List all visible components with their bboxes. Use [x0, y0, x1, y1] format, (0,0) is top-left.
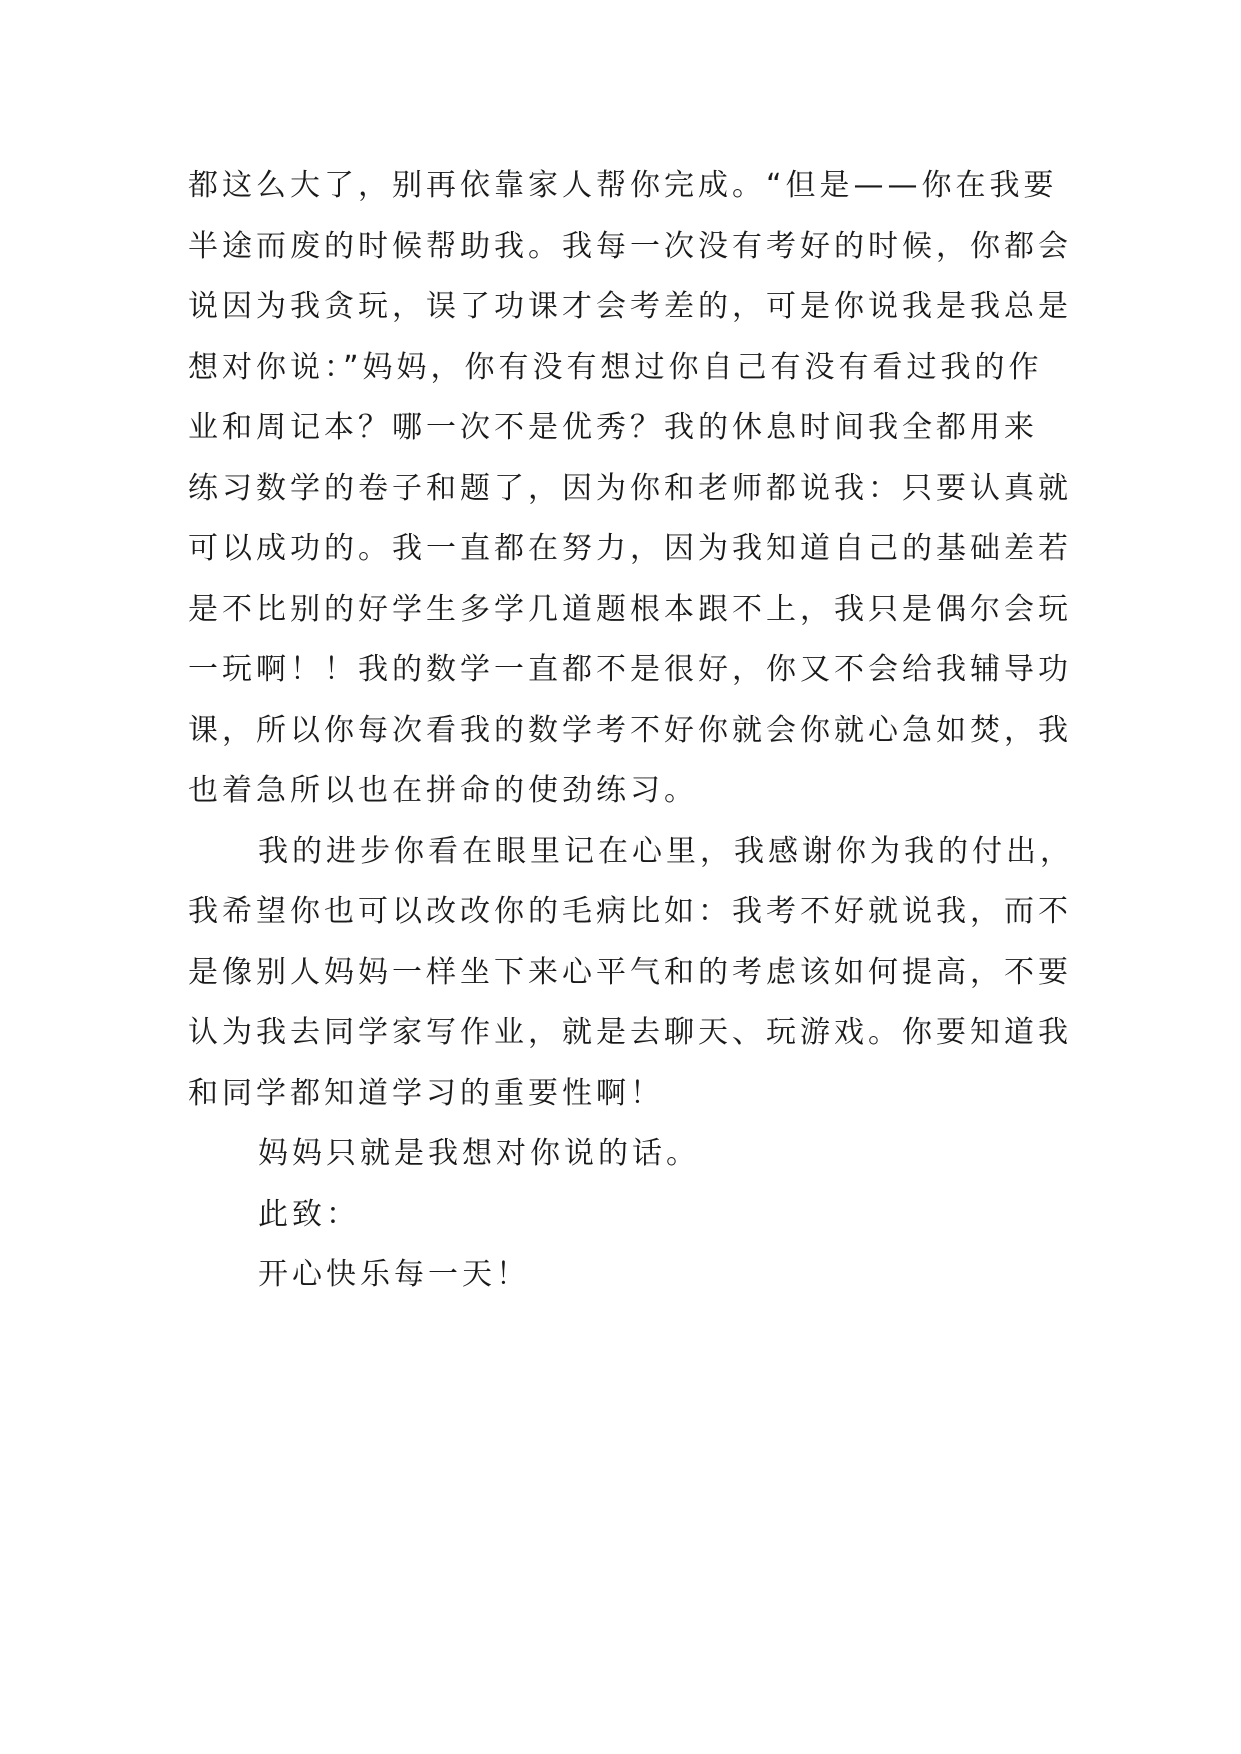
text-line-9: 一玩啊！！我的数学一直都不是很好，你又不会给我辅导功 [188, 652, 1072, 687]
text-line-1: 都这么大了，别再依靠家人帮你完成。“但是——你在我要 [188, 168, 1058, 203]
text-line-10: 课，所以你每次看我的数学考不好你就会你就心急如焚，我 [188, 712, 1072, 748]
text-line-16: 和同学都知道学习的重要性啊！ [188, 1075, 664, 1111]
text-line-2: 半途而废的时候帮助我。我每一次没有考好的时候，你都会 [188, 228, 1072, 264]
text-line-15: 认为我去同学家写作业，就是去聊天、玩游戏。你要知道我 [188, 1015, 1072, 1050]
salutation-cizhi: 此致： [258, 1196, 360, 1232]
text-line-11: 也着急所以也在拼命的使劲练习。 [188, 773, 698, 808]
text-line-14: 是像别人妈妈一样坐下来心平气和的考虑该如何提高，不要 [188, 954, 1072, 990]
text-line-5: 业和周记本？哪一次不是优秀？我的休息时间我全都用来 [188, 410, 1038, 445]
text-line-8: 是不比别的好学生多学几道题根本跟不上，我只是偶尔会玩 [188, 591, 1072, 627]
paragraph-2-first-line: 我的进步你看在眼里记在心里，我感谢你为我的付出， [258, 833, 1074, 869]
closing-remark: 妈妈只就是我想对你说的话。 [258, 1136, 700, 1171]
text-line-7: 可以成功的。我一直都在努力，因为我知道自己的基础差若 [188, 531, 1072, 566]
text-line-6: 练习数学的卷子和题了，因为你和老师都说我：只要认真就 [188, 470, 1072, 506]
closing-wish: 开心快乐每一天！ [258, 1257, 530, 1292]
letter-body [188, 156, 1074, 1306]
text-line-4: 想对你说：”妈妈，你有没有想过你自己有没有看过我的作 [188, 349, 1043, 385]
text-line-3: 说因为我贪玩，误了功课才会考差的，可是你说我是我总是 [188, 289, 1072, 324]
text-line-13: 我希望你也可以改改你的毛病比如：我考不好就说我，而不 [188, 894, 1072, 929]
